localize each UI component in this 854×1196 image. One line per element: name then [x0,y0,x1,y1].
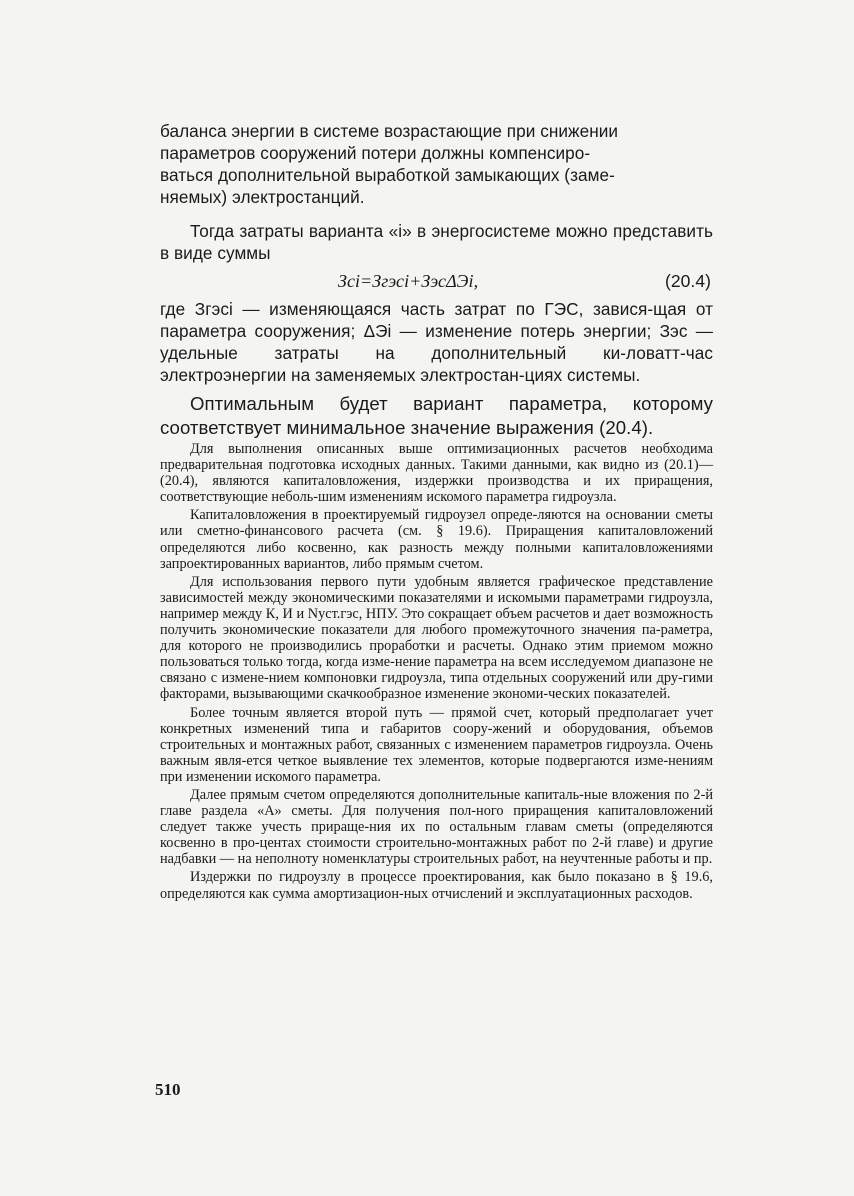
formula-number: (20.4) [664,271,711,291]
formula-20-4 [160,268,713,294]
intro-line: баланса энергии в системе возрастающие при снижении [160,121,619,141]
main-text-upper [160,120,713,440]
small-paragraph: Для выполнения описанных выше оптимизационных расчетов необходима предварительная подготовка исходных данных. Такими данными, как видно из (20.1)—(20.4), являются капиталовложения, издержки производства и их приращения, соответствующие неболь-шим изменениям искомого параметра гидроузла. [160,441,713,506]
paragraph-where: где Згэсi — изменяющаяся часть затрат по ГЭС, завися-щая от параметра сооружения; ΔЭi — изменение потерь энергии; Зэс — удельные затраты на дополнительный ки-ловатт-час электроэнергии на заменяемых электростан-циях системы. [160,299,713,385]
small-paragraph: Более точным является второй путь — прямой счет, который предполагает учет конкретных изменений типа и габаритов соору-жений и оборудования, объемов строительных и монтажных работ, связанных с изменением параметров гидроузла. Очень важным явля-ется четкое выявление тех элементов, которые подвергаются изме-нениям при изменении искомого параметра. [160,704,713,785]
small-paragraph: Далее прямым счетом определяются дополнительные капиталь-ные вложения по 2-й главе раздела «А» сметы. Для получения пол-ного приращения капиталовложений следует также учесть прираще-ния их по остальным главам сметы (определяются косвенно в про-центах стоимости строительно-монтажных работ по 2-й главе) и другие надбавки — на неполноту номенклатуры строительных работ, на неучтенные работы и пр. [160,786,713,868]
formula-expression: Зci=Згэсi+ЗэсΔЭi, [338,271,479,291]
small-paragraph: Издержки по гидроузлу в процессе проектирования, как было показано в § 19.6, определяются как сумма амортизацион-ных отчислений и эксплуатационных расходов. [160,869,713,902]
small-paragraph: Капиталовложения в проектируемый гидроузел опреде-ляются на основании сметы или сметно-финансового расчета (см. § 19.6). Приращения капиталовложений определяются либо косвенно, как разность между полными капиталовложениями запроектированных вариантов, либо прямым счетом. [160,507,713,572]
main-text-small [160,441,713,902]
intro-line: ваться дополнительной выработкой замыкающих (заме- [160,165,615,185]
small-paragraph: Для использования первого пути удобным является графическое представление зависимостей между экономическими показателями и искомыми параметрами гидроузла, например между К, И и Nуст.гэс, НПУ. Это сокращает объем расчетов и дает возможность получить экономические показатели для любого промежуточного значения па-раметра, для которого не производились проработки и расчеты. Однако этим приемом можно пользоваться только тогда, когда изме-нение параметра на всем исследуемом диапазоне не связано с измене-нием компоновки гидроузла, типа отдельных сооружений или дру-гими факторами, вызывающими скачкообразное изменение экономи-ческих показателей. [160,573,713,703]
page-number: 510 [155,1080,181,1099]
paragraph-then: Тогда затраты варианта «i» в энергосистеме можно представить в виде суммы [160,221,713,263]
intro-line: параметров сооружений потери должны компенсиро- [160,143,591,163]
intro-line: няемых) электростанций. [160,187,365,207]
paragraph-optimal: Оптимальным будет вариант параметра, которому соответствует минимальное значение выражения (20.4). [160,393,713,438]
